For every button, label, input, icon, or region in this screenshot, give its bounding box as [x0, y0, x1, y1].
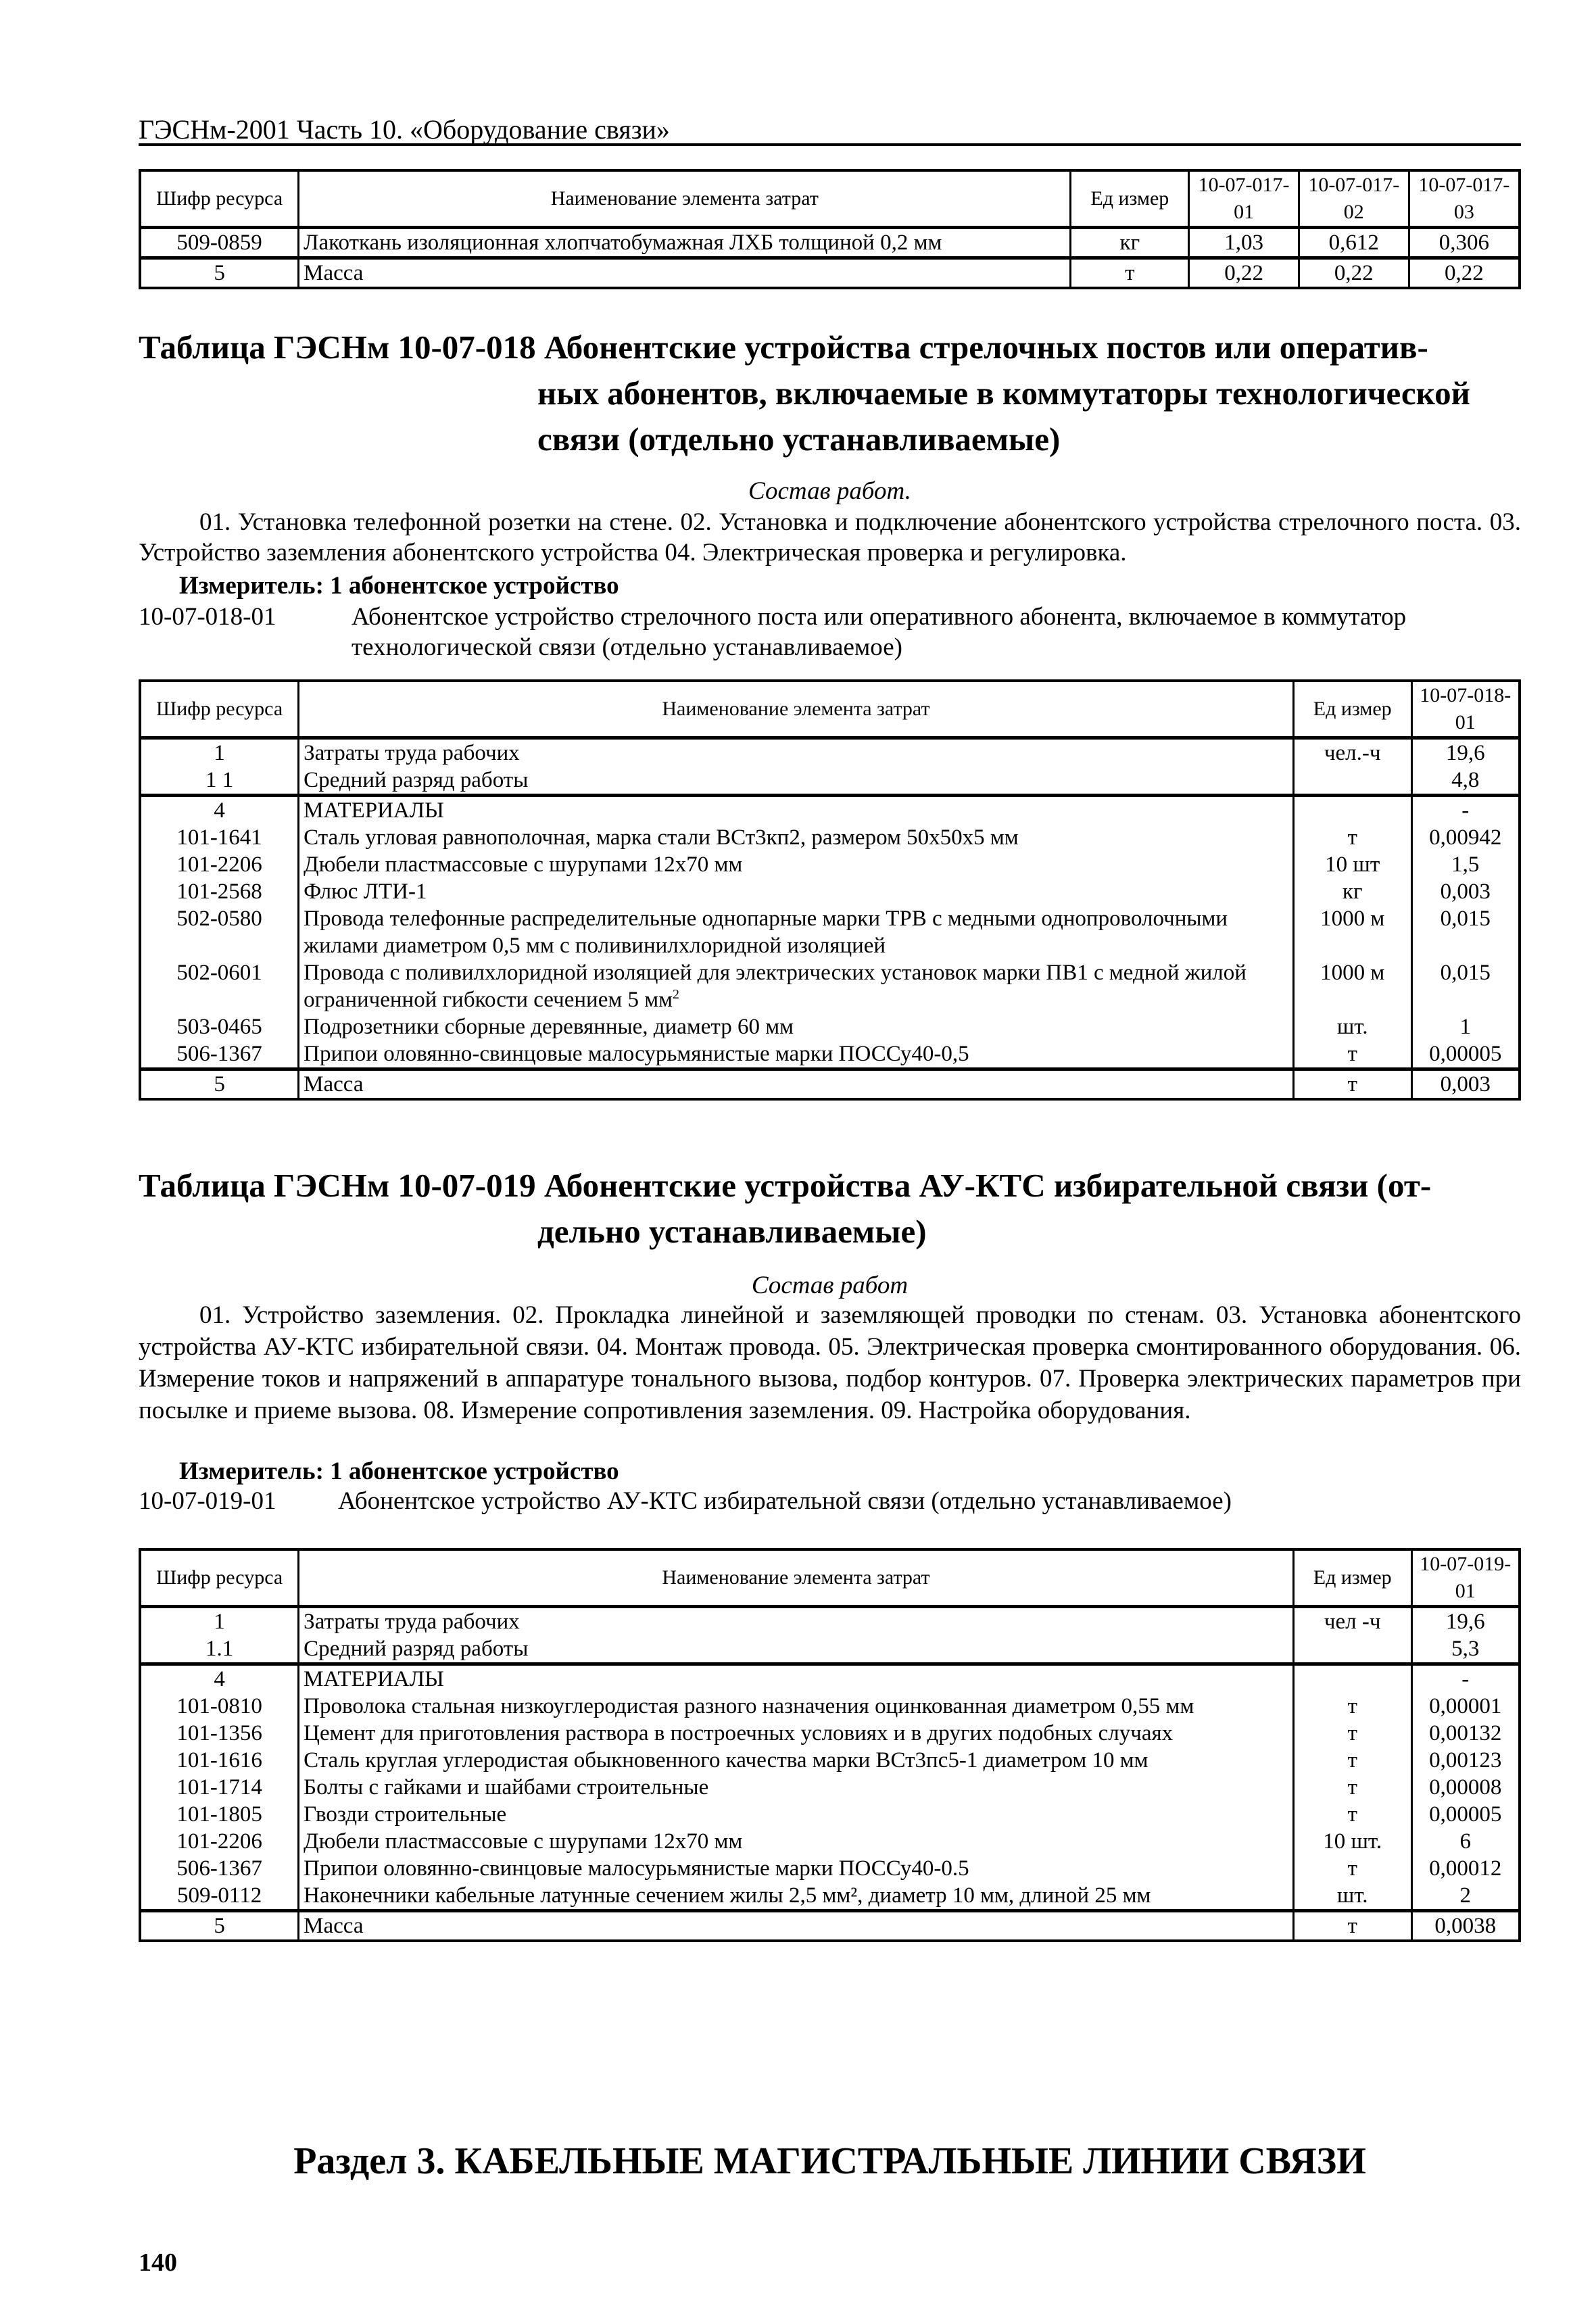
- resource-name-text: Провода с поливилхлоридной изоляцией для электрических установок марки ПВ1 с медной жилой ограниченной гибкости сечением 5 мм: [304, 961, 1247, 1012]
- table-019: [139, 1548, 1521, 1942]
- running-title: ГЭСНм-2001 Часть 10. «Оборудование связи»: [139, 114, 670, 145]
- col-header-code: Шифр ресурса: [140, 1549, 299, 1607]
- resource-value: -: [1411, 1664, 1520, 1693]
- resource-group-name: МАТЕРИАЛЫ: [299, 796, 1294, 825]
- table-row: [140, 738, 1520, 767]
- norm-code: 10-07-018-01: [139, 603, 276, 631]
- resource-unit: т: [1293, 1911, 1411, 1941]
- resource-code: 5: [140, 1911, 299, 1941]
- work-composition-label: Состав работ.: [748, 477, 911, 505]
- resource-value: 0,00008: [1411, 1774, 1520, 1801]
- resource-unit: шт.: [1293, 1013, 1411, 1040]
- resource-unit: чел -ч: [1293, 1607, 1411, 1636]
- col-header-name: Наименование элемента затрат: [299, 170, 1071, 228]
- resource-name: Дюбели пластмассовые с шурупами 12х70 мм: [299, 851, 1294, 878]
- resource-value: 4,8: [1411, 767, 1520, 796]
- section-title-line: Таблица ГЭСНм 10-07-018 Абонентские устройства стрелочных постов или оператив-: [139, 329, 1428, 366]
- resource-group-name: МАТЕРИАЛЫ: [299, 1664, 1294, 1693]
- resource-code: 509-0859: [140, 228, 299, 258]
- resource-unit: шт.: [1293, 1882, 1411, 1911]
- table-row: [140, 1013, 1520, 1040]
- resource-code: 101-1805: [140, 1801, 299, 1828]
- table-row: [140, 1607, 1520, 1636]
- col-header-unit: Ед измер: [1071, 170, 1189, 228]
- table-row: [140, 1069, 1520, 1100]
- table-row: [140, 1774, 1520, 1801]
- table-018: [139, 679, 1521, 1101]
- resource-name: Затраты труда рабочих: [299, 1607, 1294, 1636]
- resource-code: 101-0810: [140, 1693, 299, 1720]
- col-header-unit: Ед измер: [1293, 681, 1411, 738]
- resource-unit: [1293, 1664, 1411, 1693]
- resource-unit: т: [1293, 824, 1411, 851]
- measure-unit: Измеритель: 1 абонентское устройство: [179, 572, 619, 600]
- resource-code: 101-1714: [140, 1774, 299, 1801]
- table-row: [140, 1828, 1520, 1855]
- col-header-norm-2: 10-07-017-02: [1299, 170, 1409, 228]
- resource-name: Масса: [299, 258, 1071, 289]
- table-row: [140, 1801, 1520, 1828]
- resource-name: Средний разряд работы: [299, 767, 1294, 796]
- page-number: 140: [139, 2248, 177, 2277]
- table-row: [140, 1747, 1520, 1774]
- norm-text: Абонентское устройство стрелочного поста или оперативного абонента, включаемое в коммутатор технологической связи (отдельно устанавливаемое): [352, 603, 1407, 661]
- resource-name: Сталь угловая равнополочная, марка стали ВСт3кп2, размером 50х50х5 мм: [299, 824, 1294, 851]
- work-composition-text: 01. Установка телефонной розетки на стене. 02. Установка и подключение абонентского устройства стрелочного поста. 03. Устройство заземления абонентского устройства 04. Электрическая проверка и регулировка.: [139, 508, 1521, 566]
- resource-name: Наконечники кабельные латунные сечением жилы 2,5 мм², диаметр 10 мм, длиной 25 мм: [299, 1882, 1294, 1911]
- col-header-code: Шифр ресурса: [140, 681, 299, 738]
- table-row: [140, 851, 1520, 878]
- superscript: 2: [673, 987, 679, 1002]
- resource-code: 506-1367: [140, 1855, 299, 1882]
- norm-code: 10-07-019-01: [139, 1487, 276, 1515]
- resource-unit: т: [1293, 1693, 1411, 1720]
- resource-value: 0,00001: [1411, 1693, 1520, 1720]
- resource-code: 101-2568: [140, 878, 299, 905]
- table-row: [140, 878, 1520, 905]
- resource-value: 19,6: [1411, 1607, 1520, 1636]
- resource-name: Масса: [299, 1911, 1294, 1941]
- resource-unit: [1293, 767, 1411, 796]
- table-row: [140, 1635, 1520, 1664]
- resource-value: 1: [1411, 1013, 1520, 1040]
- resource-name: Затраты труда рабочих: [299, 738, 1294, 767]
- resource-code: 5: [140, 258, 299, 289]
- section-title-line: дельно устанавливаемые): [537, 1213, 927, 1250]
- resource-name: Проволока стальная низкоуглеродистая разного назначения оцинкованная диаметром 0,55 мм: [299, 1693, 1294, 1720]
- resource-code: 1: [140, 1607, 299, 1636]
- norm-description: [139, 1486, 1521, 1516]
- table-row: [140, 905, 1520, 959]
- resource-unit: т: [1293, 1747, 1411, 1774]
- resource-unit: т: [1293, 1774, 1411, 1801]
- resource-name: Лакоткань изоляционная хлопчатобумажная ЛХБ толщиной 0,2 мм: [299, 228, 1071, 258]
- resource-unit: т: [1293, 1855, 1411, 1882]
- resource-code: 509-0112: [140, 1882, 299, 1911]
- resource-value: 5,3: [1411, 1635, 1520, 1664]
- resource-code: 1: [140, 738, 299, 767]
- measure-unit: Измеритель: 1 абонентское устройство: [179, 1457, 619, 1485]
- resource-code: 1.1: [140, 1635, 299, 1664]
- resource-code: 101-2206: [140, 851, 299, 878]
- table-row: [140, 1664, 1520, 1693]
- header-rule: [139, 143, 1521, 146]
- work-composition-text: 01. Устройство заземления. 02. Прокладка линейной и заземляющей проводки по стенам. 03. Установка абонентского устройства АУ-КТС избирательной связи. 04. Монтаж провода. 05. Электрическая проверка смонтированного оборудования. 06. Измерение токов и напряжений в аппаратуре тонального вызова, подбор контуров. 07. Проверка электрических параметров при посылке и приеме вызова. 08. Измерение сопротивления заземления. 09. Настройка оборудования.: [139, 1301, 1521, 1424]
- part-title: Раздел 3. КАБЕЛЬНЫЕ МАГИСТРАЛЬНЫЕ ЛИНИИ СВЯЗИ: [293, 2140, 1366, 2182]
- resource-value: 0,015: [1411, 959, 1520, 1013]
- col-header-name: Наименование элемента затрат: [299, 1549, 1294, 1607]
- table-017-tail: [139, 169, 1521, 289]
- resource-value: 6: [1411, 1828, 1520, 1855]
- resource-value: 0,306: [1409, 228, 1520, 258]
- resource-name: Цемент для приготовления раствора в построечных условиях и в других подобных случаях: [299, 1720, 1294, 1747]
- resource-unit: т: [1293, 1040, 1411, 1069]
- resource-unit: 10 шт: [1293, 851, 1411, 878]
- table-row: [140, 1693, 1520, 1720]
- table-row: [140, 1040, 1520, 1069]
- resource-unit: 1000 м: [1293, 959, 1411, 1013]
- resource-value: 0,00012: [1411, 1855, 1520, 1882]
- table-row: [140, 1720, 1520, 1747]
- resource-name: Средний разряд работы: [299, 1635, 1294, 1664]
- norm-description: [139, 602, 1521, 662]
- col-header-norm: 10-07-019-01: [1411, 1549, 1520, 1607]
- resource-name: [299, 959, 1294, 1013]
- resource-value: 0,015: [1411, 905, 1520, 959]
- resource-code: 101-1356: [140, 1720, 299, 1747]
- resource-name: Сталь круглая углеродистая обыкновенного качества марки ВСт3пс5-1 диаметром 10 мм: [299, 1747, 1294, 1774]
- resource-value: 0,00005: [1411, 1040, 1520, 1069]
- resource-code: 5: [140, 1069, 299, 1100]
- table-row: [140, 258, 1520, 289]
- resource-code: 503-0465: [140, 1013, 299, 1040]
- resource-code: 101-1641: [140, 824, 299, 851]
- resource-unit: т: [1071, 258, 1189, 289]
- resource-name: Провода телефонные распределительные однопарные марки ТРВ с медными однопроволочными жилами диаметром 0,5 мм с поливинилхлоридной изоляцией: [299, 905, 1294, 959]
- table-row: [140, 959, 1520, 1013]
- resource-value: 0,003: [1411, 878, 1520, 905]
- resource-value: 2: [1411, 1882, 1520, 1911]
- resource-name: Масса: [299, 1069, 1294, 1100]
- section-title-line: связи (отдельно устанавливаемые): [537, 420, 1061, 458]
- resource-value: 0,00005: [1411, 1801, 1520, 1828]
- resource-code: 101-1616: [140, 1747, 299, 1774]
- section-title-line: Таблица ГЭСНм 10-07-019 Абонентские устройства АУ-КТС избирательной связи (от-: [139, 1167, 1432, 1204]
- norm-text: Абонентское устройство АУ-КТС избирательной связи (отдельно устанавливаемое): [338, 1487, 1232, 1515]
- resource-unit: т: [1293, 1069, 1411, 1100]
- table-row: [140, 1911, 1520, 1941]
- col-header-norm: 10-07-018-01: [1411, 681, 1520, 738]
- resource-value: 0,00942: [1411, 824, 1520, 851]
- resource-value: 0,00132: [1411, 1720, 1520, 1747]
- resource-unit: 10 шт.: [1293, 1828, 1411, 1855]
- resource-value: 0,003: [1411, 1069, 1520, 1100]
- table-row: [140, 1855, 1520, 1882]
- resource-value: 0,00123: [1411, 1747, 1520, 1774]
- resource-name: Гвозди строительные: [299, 1801, 1294, 1828]
- work-composition-label: Состав работ: [751, 1272, 909, 1299]
- table-row: [140, 796, 1520, 825]
- resource-name: Флюс ЛТИ-1: [299, 878, 1294, 905]
- resource-code: 506-1367: [140, 1040, 299, 1069]
- section-title-018: [139, 324, 1470, 462]
- resource-value: 0,22: [1189, 258, 1299, 289]
- resource-code: 4: [140, 1664, 299, 1693]
- resource-unit: 1000 м: [1293, 905, 1411, 959]
- resource-code: 1 1: [140, 767, 299, 796]
- resource-unit: кг: [1293, 878, 1411, 905]
- resource-code: 4: [140, 796, 299, 825]
- resource-value: -: [1411, 796, 1520, 825]
- table-row: [140, 767, 1520, 796]
- table-row: [140, 228, 1520, 258]
- resource-value: 19,6: [1411, 738, 1520, 767]
- col-header-name: Наименование элемента затрат: [299, 681, 1294, 738]
- resource-unit: [1293, 1635, 1411, 1664]
- col-header-code: Шифр ресурса: [140, 170, 299, 228]
- resource-unit: т: [1293, 1720, 1411, 1747]
- section-title-line: ных абонентов, включаемые в коммутаторы технологической: [537, 375, 1470, 412]
- resource-unit: кг: [1071, 228, 1189, 258]
- table-row: [140, 824, 1520, 851]
- resource-name: Дюбели пластмассовые с шурупами 12х70 мм: [299, 1828, 1294, 1855]
- resource-name: Подрозетники сборные деревянные, диаметр 60 мм: [299, 1013, 1294, 1040]
- resource-value: 0,22: [1299, 258, 1409, 289]
- resource-value: 0,612: [1299, 228, 1409, 258]
- col-header-norm-3: 10-07-017-03: [1409, 170, 1520, 228]
- resource-unit: т: [1293, 1801, 1411, 1828]
- resource-name: Припои оловянно-свинцовые малосурьмянистые марки ПОССу40-0.5: [299, 1855, 1294, 1882]
- resource-unit: [1293, 796, 1411, 825]
- col-header-norm-1: 10-07-017-01: [1189, 170, 1299, 228]
- table-row: [140, 1882, 1520, 1911]
- resource-value: 0,22: [1409, 258, 1520, 289]
- resource-name: Припои оловянно-свинцовые малосурьмянистые марки ПОССу40-0,5: [299, 1040, 1294, 1069]
- resource-value: 1,5: [1411, 851, 1520, 878]
- resource-code: 502-0601: [140, 959, 299, 1013]
- resource-unit: чел.-ч: [1293, 738, 1411, 767]
- resource-code: 101-2206: [140, 1828, 299, 1855]
- resource-value: 0,0038: [1411, 1911, 1520, 1941]
- resource-name: Болты с гайками и шайбами строительные: [299, 1774, 1294, 1801]
- section-title-019: [139, 1163, 1431, 1255]
- resource-value: 1,03: [1189, 228, 1299, 258]
- resource-code: 502-0580: [140, 905, 299, 959]
- col-header-unit: Ед измер: [1293, 1549, 1411, 1607]
